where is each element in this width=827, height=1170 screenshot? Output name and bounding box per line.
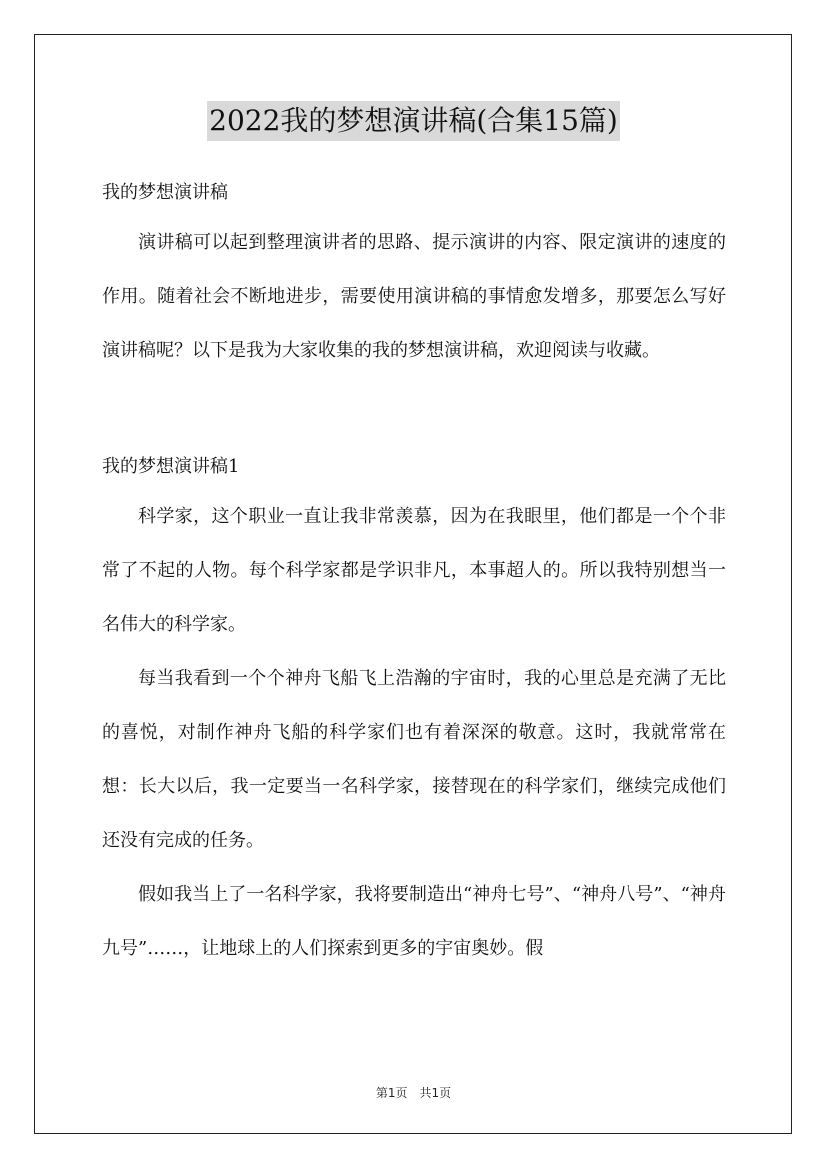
document-body (102, 170, 726, 976)
document-title: 2022我的梦想演讲稿(合集15篇) (207, 101, 620, 141)
section-spacer (102, 378, 726, 444)
section-heading-1: 我的梦想演讲稿1 (102, 456, 240, 477)
section-heading-intro: 我的梦想演讲稿 (102, 182, 228, 203)
body-paragraph-2: 每当我看到一个个神舟飞船飞上浩瀚的宇宙时，我的心里总是充满了无比的喜悦，对制作神舟飞船的科学家们也有着深深的敬意。这时，我就常常在想：长大以后，我一定要当一名科学家，接替现在的科学家们，继续完成他们还没有完成的任务。 (102, 668, 726, 851)
page-footer (0, 1084, 827, 1101)
page-number: 第1页 共1页 (375, 1086, 452, 1100)
title-container (0, 101, 827, 141)
body-paragraph-3: 假如我当上了一名科学家，我将要制造出“神舟七号”、“神舟八号”、“神舟九号”……，让地球上的人们探索到更多的宇宙奥妙。假 (102, 884, 726, 959)
body-paragraph-1: 科学家，这个职业一直让我非常羡慕，因为在我眼里，他们都是一个个非常了不起的人物。每个科学家都是学识非凡，本事超人的。所以我特别想当一名伟大的科学家。 (102, 506, 726, 635)
intro-paragraph: 演讲稿可以起到整理演讲者的思路、提示演讲的内容、限定演讲的速度的作用。随着社会不断地进步，需要使用演讲稿的事情愈发增多，那要怎么写好演讲稿呢？以下是我为大家收集的我的梦想演讲稿，欢迎阅读与收藏。 (102, 232, 726, 361)
